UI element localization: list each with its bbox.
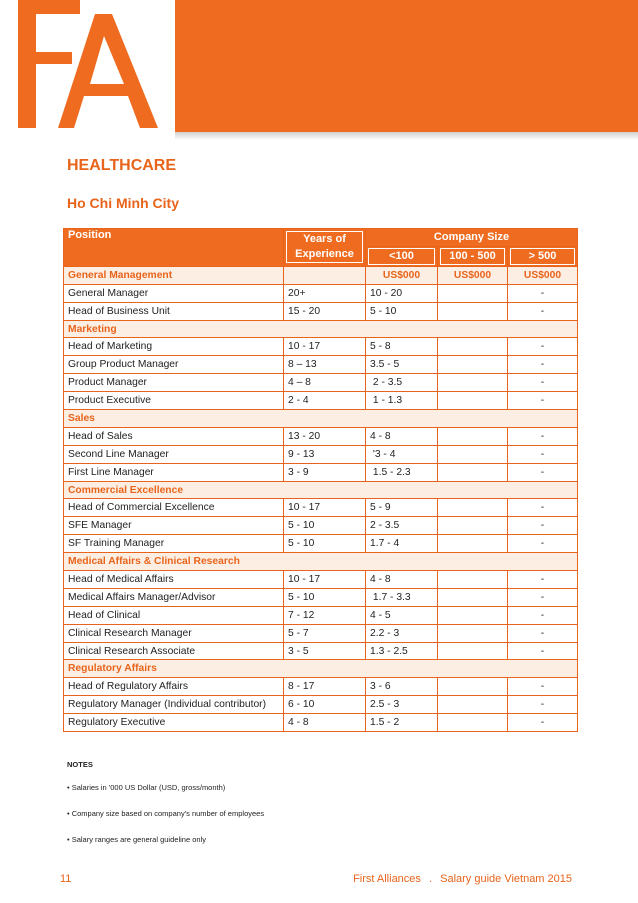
currency-unit: US$000	[438, 266, 508, 284]
cell-position: Head of Regulatory Affairs	[64, 678, 284, 696]
cell-medium	[438, 624, 508, 642]
cell-position: Clinical Research Manager	[64, 624, 284, 642]
cell-small: 5 - 8	[366, 338, 438, 356]
cell-small: 2 - 3.5	[366, 374, 438, 392]
cell-large: -	[508, 445, 578, 463]
cell-medium	[438, 642, 508, 660]
cell-medium	[438, 302, 508, 320]
table-row	[64, 535, 578, 553]
cell-medium	[438, 571, 508, 589]
cell-years: 3 - 5	[284, 642, 366, 660]
cell-years: 2 - 4	[284, 392, 366, 410]
cell-large: -	[508, 606, 578, 624]
cell-years: 20+	[284, 284, 366, 302]
cell-years: 5 - 10	[284, 535, 366, 553]
fa-logo-icon	[0, 0, 175, 140]
cell-medium	[438, 678, 508, 696]
cell-medium	[438, 606, 508, 624]
cell-position: Regulatory Manager (Individual contributor)	[64, 696, 284, 714]
cell-years: 10 - 17	[284, 571, 366, 589]
currency-unit: US$000	[508, 266, 578, 284]
cell-small: 1.3 - 2.5	[366, 642, 438, 660]
header-size-small: <100	[366, 246, 438, 266]
table-row	[64, 392, 578, 410]
table-row	[64, 714, 578, 732]
table-row	[64, 499, 578, 517]
cell-position: SFE Manager	[64, 517, 284, 535]
note-item: • Salaries in '000 US Dollar (USD, gross/month)	[67, 783, 226, 792]
section-title: General Management	[64, 266, 284, 284]
cell-position: Head of Medical Affairs	[64, 571, 284, 589]
cell-large: -	[508, 588, 578, 606]
cell-large: -	[508, 642, 578, 660]
cell-years: 10 - 17	[284, 338, 366, 356]
cell-large: -	[508, 284, 578, 302]
cell-large: -	[508, 427, 578, 445]
cell-position: Medical Affairs Manager/Advisor	[64, 588, 284, 606]
cell-medium	[438, 392, 508, 410]
cell-years: 5 - 10	[284, 517, 366, 535]
cell-medium	[438, 517, 508, 535]
cell-small: 4 - 8	[366, 571, 438, 589]
cell-years: 8 – 13	[284, 356, 366, 374]
header-company-size: Company Size	[366, 229, 578, 247]
cell-position: Second Line Manager	[64, 445, 284, 463]
cell-years: 3 - 9	[284, 463, 366, 481]
table-row	[64, 678, 578, 696]
cell-large: -	[508, 571, 578, 589]
salary-table	[63, 228, 578, 732]
cell-years: 4 – 8	[284, 374, 366, 392]
notes	[67, 760, 264, 861]
cell-large: -	[508, 696, 578, 714]
cell-small: 2 - 3.5	[366, 517, 438, 535]
cell-large: -	[508, 338, 578, 356]
table-row	[64, 356, 578, 374]
table-row	[64, 571, 578, 589]
cell-years: 13 - 20	[284, 427, 366, 445]
cell-small: 5 - 10	[366, 302, 438, 320]
cell-position: Head of Sales	[64, 427, 284, 445]
header-size-large: > 500	[508, 246, 578, 266]
cell-position: Head of Business Unit	[64, 302, 284, 320]
cell-position: Regulatory Executive	[64, 714, 284, 732]
cell-small: 5 - 9	[366, 499, 438, 517]
footer-guide-title: Salary guide Vietnam 2015	[440, 873, 572, 885]
table-row	[64, 517, 578, 535]
table-row	[64, 642, 578, 660]
cell-years: 5 - 10	[284, 588, 366, 606]
section-title: Regulatory Affairs	[64, 660, 578, 678]
cell-position: Product Executive	[64, 392, 284, 410]
cell-medium	[438, 356, 508, 374]
header-experience	[284, 229, 366, 267]
cell-position: Clinical Research Associate	[64, 642, 284, 660]
cell-years: 15 - 20	[284, 302, 366, 320]
section-title: Sales	[64, 410, 578, 428]
table-row	[64, 445, 578, 463]
table-row	[64, 284, 578, 302]
section-title: Medical Affairs & Clinical Research	[64, 553, 578, 571]
section-row	[64, 553, 578, 571]
footer-separator: .	[428, 873, 433, 885]
footer-title	[353, 873, 572, 885]
cell-medium	[438, 284, 508, 302]
cell-small: 4 - 8	[366, 427, 438, 445]
table-row	[64, 427, 578, 445]
cell-large: -	[508, 499, 578, 517]
cell-small: '3 - 4	[366, 445, 438, 463]
cell-small: 3.5 - 5	[366, 356, 438, 374]
table-row	[64, 696, 578, 714]
cell-medium	[438, 714, 508, 732]
header-position: Position	[64, 229, 284, 267]
table-row	[64, 588, 578, 606]
cell-medium	[438, 445, 508, 463]
page-number: 11	[60, 873, 72, 885]
cell-large: -	[508, 714, 578, 732]
cell-medium	[438, 374, 508, 392]
city-subheading: Ho Chi Minh City	[67, 195, 179, 211]
section-title: Marketing	[64, 320, 578, 338]
first-alliances-logo	[0, 0, 175, 140]
cell-small: 2.5 - 3	[366, 696, 438, 714]
cell-years: 9 - 13	[284, 445, 366, 463]
cell-years: 4 - 8	[284, 714, 366, 732]
salary-table-body	[64, 266, 578, 731]
cell-medium	[438, 535, 508, 553]
cell-large: -	[508, 356, 578, 374]
cell-position: Head of Clinical	[64, 606, 284, 624]
cell-small: 4 - 5	[366, 606, 438, 624]
cell-medium	[438, 338, 508, 356]
table-row	[64, 624, 578, 642]
cell-large: -	[508, 517, 578, 535]
cell-small: 2.2 - 3	[366, 624, 438, 642]
cell-small: 1.5 - 2	[366, 714, 438, 732]
table-row	[64, 606, 578, 624]
cell-medium	[438, 588, 508, 606]
cell-position: Group Product Manager	[64, 356, 284, 374]
cell-large: -	[508, 302, 578, 320]
notes-title: NOTES	[67, 760, 93, 769]
cell-years: 8 - 17	[284, 678, 366, 696]
section-row	[64, 320, 578, 338]
section-row	[64, 266, 578, 284]
currency-unit: US$000	[366, 266, 438, 284]
section-title: Commercial Excellence	[64, 481, 578, 499]
table-row	[64, 302, 578, 320]
footer-publisher: First Alliances	[353, 873, 421, 885]
cell-medium	[438, 463, 508, 481]
table-row	[64, 374, 578, 392]
page-heading: HEALTHCARE	[67, 157, 177, 174]
cell-small: 1.5 - 2.3	[366, 463, 438, 481]
section-row	[64, 660, 578, 678]
cell-medium	[438, 696, 508, 714]
cell-position: First Line Manager	[64, 463, 284, 481]
cell-large: -	[508, 535, 578, 553]
cell-years: 6 - 10	[284, 696, 366, 714]
cell-medium	[438, 499, 508, 517]
cell-large: -	[508, 624, 578, 642]
cell-position: Head of Commercial Excellence	[64, 499, 284, 517]
header-banner	[0, 0, 638, 140]
header-experience-line2: Experience	[295, 248, 354, 261]
section-row	[64, 481, 578, 499]
cell-years: 10 - 17	[284, 499, 366, 517]
cell-medium	[438, 427, 508, 445]
cell-years: 7 - 12	[284, 606, 366, 624]
cell-position: Product Manager	[64, 374, 284, 392]
table-row	[64, 338, 578, 356]
cell-large: -	[508, 678, 578, 696]
note-item: • Company size based on company's number of employees	[67, 809, 265, 818]
cell-large: -	[508, 392, 578, 410]
header-experience-line1: Years of	[303, 233, 346, 246]
header-size-medium: 100 - 500	[438, 246, 508, 266]
cell-large: -	[508, 374, 578, 392]
section-blank-cell	[284, 266, 366, 284]
cell-small: 1 - 1.3	[366, 392, 438, 410]
cell-years: 5 - 7	[284, 624, 366, 642]
cell-small: 1.7 - 4	[366, 535, 438, 553]
note-item: • Salary ranges are general guideline only	[67, 835, 206, 844]
cell-large: -	[508, 463, 578, 481]
section-row	[64, 410, 578, 428]
cell-position: Head of Marketing	[64, 338, 284, 356]
cell-position: SF Training Manager	[64, 535, 284, 553]
table-row	[64, 463, 578, 481]
cell-small: 1.7 - 3.3	[366, 588, 438, 606]
cell-position: General Manager	[64, 284, 284, 302]
cell-small: 10 - 20	[366, 284, 438, 302]
cell-small: 3 - 6	[366, 678, 438, 696]
